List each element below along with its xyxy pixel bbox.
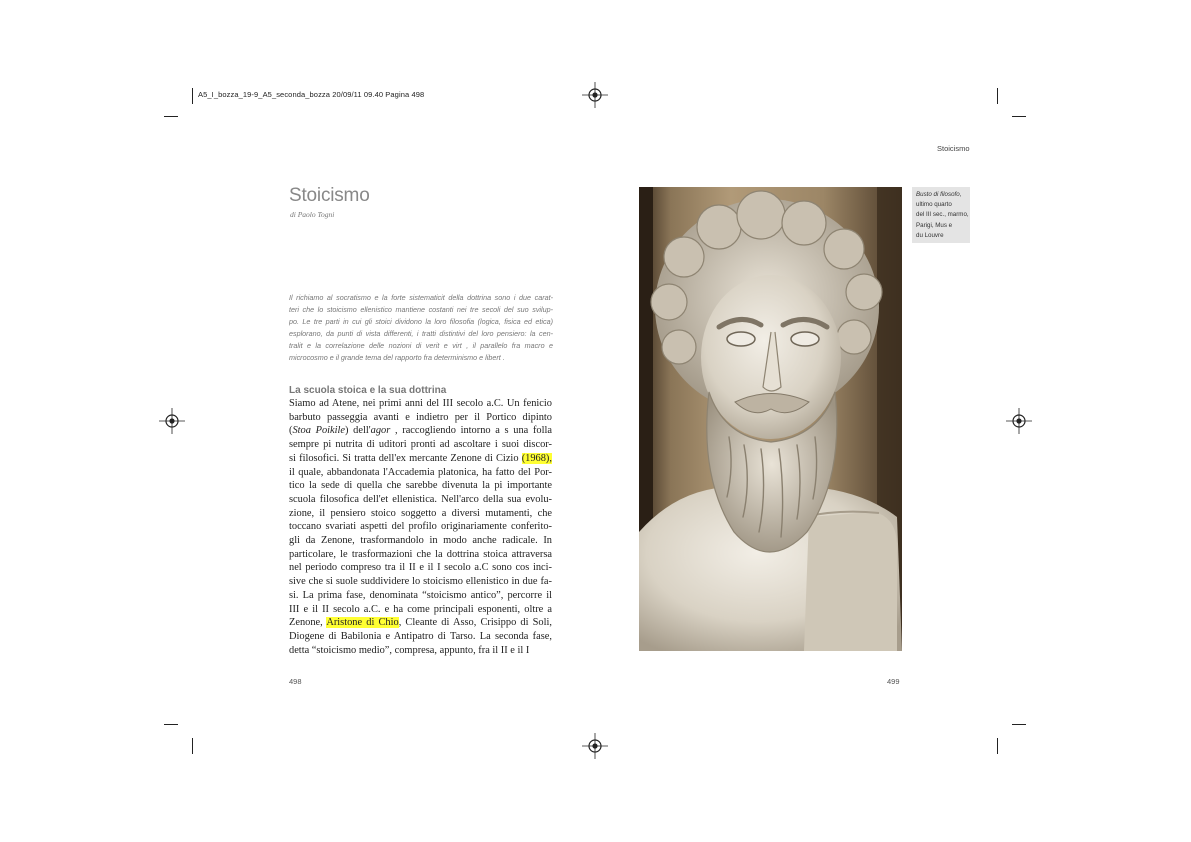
registration-mark-icon bbox=[582, 733, 608, 759]
crop-mark bbox=[1012, 116, 1026, 117]
body-line: Zenone, Aristone di Chio, Cleante di Asso, Crisippo di Soli, bbox=[289, 617, 552, 629]
crop-mark bbox=[192, 88, 193, 104]
abstract-line: esplorano, da punti di vista differenti, i tratti distintivi del loro pensiero: la cen- bbox=[289, 329, 553, 338]
body-line: barbuto passeggia avanti e indietro per il Portico dipinto bbox=[289, 411, 552, 423]
page-title: Stoicismo bbox=[289, 185, 370, 206]
body-line: toccano svariati aspetti del profilo originariamente conferito- bbox=[289, 521, 552, 533]
abstract-line: Il richiamo al socratismo e la forte sistematicit della dottrina sono i due carat- bbox=[289, 293, 553, 302]
caption-line: del III sec., marmo, bbox=[916, 211, 969, 219]
abstract-line: microcosmo e il grande tema del rapporto fra determinismo e libert . bbox=[289, 353, 505, 362]
body-line: si filosofici. Si tratta dell'ex mercante Zenone di Cizio (1968), bbox=[289, 452, 552, 464]
crop-mark bbox=[164, 724, 178, 725]
crop-mark bbox=[997, 88, 998, 104]
body-line: nel periodo compreso tra il II e il I secolo a.C sono cos inci- bbox=[289, 562, 552, 574]
body-line: scuola filosofica dell'et ellenistica. Nell'arco della sua evolu- bbox=[289, 493, 552, 505]
body-line: tico la sede di quella che sarebbe divenuta la pi importante bbox=[289, 480, 552, 492]
body-line: il quale, abbandonata l'Accademia platonica, ha fatto del Por- bbox=[289, 466, 552, 478]
crop-mark bbox=[997, 738, 998, 754]
highlighted-citation[interactable]: (1968), bbox=[521, 452, 552, 464]
abstract bbox=[289, 292, 553, 364]
page-number-left: 498 bbox=[289, 677, 302, 686]
philosopher-bust-image bbox=[639, 187, 902, 651]
highlighted-name[interactable]: Aristone di Chio bbox=[326, 617, 399, 629]
caption-line: Busto di filosofo, bbox=[916, 191, 962, 198]
term-stoa-poikile: Stoa Poikile bbox=[292, 425, 346, 437]
author-byline: di Paolo Togni bbox=[290, 210, 335, 219]
body-line: detta “stoicismo medio”, compresa, appunto, fra il II e il I bbox=[289, 644, 530, 656]
body-line: Diogene di Babilonia e Antipatro di Tarso. La seconda fase, bbox=[289, 630, 552, 642]
caption-line: du Louvre bbox=[916, 231, 944, 239]
body-line: gli da Zenone, trasformandolo in modo anche radicale. In bbox=[289, 535, 552, 547]
body-text bbox=[289, 397, 552, 657]
body-line: III e il II secolo a.C. e ha come principali esponenti, oltre a bbox=[289, 603, 552, 615]
image-caption bbox=[912, 187, 970, 243]
running-head: Stoicismo bbox=[937, 144, 970, 153]
caption-line: ultimo quarto bbox=[916, 201, 952, 209]
term-agora: agor bbox=[370, 425, 391, 437]
printer-slug: A5_I_bozza_19-9_A5_seconda_bozza 20/09/11 09.40 Pagina 498 bbox=[198, 90, 425, 99]
crop-mark bbox=[192, 738, 193, 754]
body-line: sempre pi nutrita di uditori pronti ad ascoltare i suoi discor- bbox=[289, 439, 552, 451]
body-line: (Stoa Poikile) dell'agor , raccogliendo intorno a s una folla bbox=[289, 425, 552, 437]
body-line: Siamo ad Atene, nei primi anni del III secolo a.C. Un fenicio bbox=[289, 398, 552, 409]
registration-mark-icon bbox=[582, 82, 608, 108]
registration-mark-icon bbox=[159, 408, 185, 434]
abstract-line: teri che lo stoicismo ellenistico mantiene costanti nei tre secoli del suo svilup- bbox=[289, 305, 553, 314]
caption-line: Parigi, Mus e bbox=[916, 221, 953, 229]
section-heading: La scuola stoica e la sua dottrina bbox=[289, 385, 447, 396]
abstract-line: po. Le tre parti in cui gli stoici dividono la loro filosofia (logica, fisica ed etica) bbox=[289, 317, 553, 326]
body-line: si. La prima fase, denominata “stoicismo antico”, percorre il bbox=[289, 589, 552, 601]
page-number-right: 499 bbox=[887, 677, 900, 686]
registration-mark-icon bbox=[1006, 408, 1032, 434]
body-line: sive che si suole suddividere lo stoicismo ellenistico in due fa- bbox=[289, 576, 552, 588]
body-line: particolare, le trasformazioni che la dottrina stoica attraversa bbox=[289, 548, 552, 560]
crop-mark bbox=[1012, 724, 1026, 725]
crop-mark bbox=[164, 116, 178, 117]
abstract-line: tralit e la correlazione delle nozioni di verit e virt , il parallelo fra macro e bbox=[289, 341, 553, 350]
body-line: zione, il pensiero stoico soggetto a diversi mutamenti, che bbox=[289, 507, 552, 519]
